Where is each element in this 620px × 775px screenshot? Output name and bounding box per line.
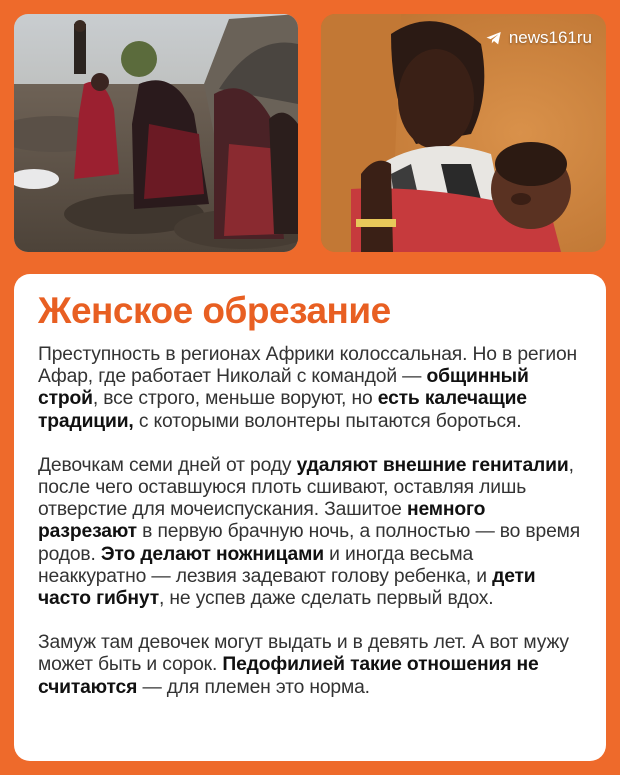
body-text: Девочкам семи дней от роду (38, 454, 297, 476)
emphasis-text: Это делают ножницами (100, 543, 324, 565)
brand-watermark (485, 28, 592, 48)
body-text: и иногда весьма неаккуратно — лезвия задевают голову ребенка, и (38, 543, 493, 587)
body-text: с которыми волонтеры пытаются бороться. (133, 410, 522, 432)
emphasis-text: дети часто гибнут (38, 565, 536, 610)
emphasis-text: удаляют внешние гениталии (296, 454, 569, 476)
photo-village-women (14, 14, 298, 252)
brand-name: news161ru (508, 28, 592, 47)
body-text: Замуж там девочек могут выдать и в девять лет. А вот мужу может быть и сорок. (38, 632, 569, 676)
body-text: , после чего оставшуюся плоть сшивают, оставляя лишь отверстие для мочеиспускания. Зашитое (38, 454, 574, 521)
body-text: в первую брачную ночь, а полностью — во время родов. (38, 521, 581, 565)
body-text: , не успев даже сделать первый вдох. (159, 588, 494, 610)
article-card (14, 274, 606, 761)
photo-mother-with-child (321, 14, 606, 252)
article-paragraph-2 (38, 455, 584, 610)
emphasis-text: общинный строй (38, 366, 529, 410)
emphasis-text: немного разрезают (38, 499, 486, 543)
body-text: , все строго, меньше воруют, но (92, 388, 378, 410)
emphasis-text: Педофилией такие отношения не считаются (38, 654, 539, 698)
article-title: Женское обрезание (38, 290, 391, 331)
article-paragraph-1 (38, 344, 584, 433)
body-text: — для племен это норма. (137, 676, 370, 698)
article-paragraph-3 (38, 632, 584, 699)
body-text: Преступность в регионах Африки колоссальная. Но в регион Афар, где работает Николай с командой — (38, 344, 578, 388)
telegram-icon (485, 29, 503, 47)
emphasis-text: есть калечащие традиции, (38, 388, 527, 432)
